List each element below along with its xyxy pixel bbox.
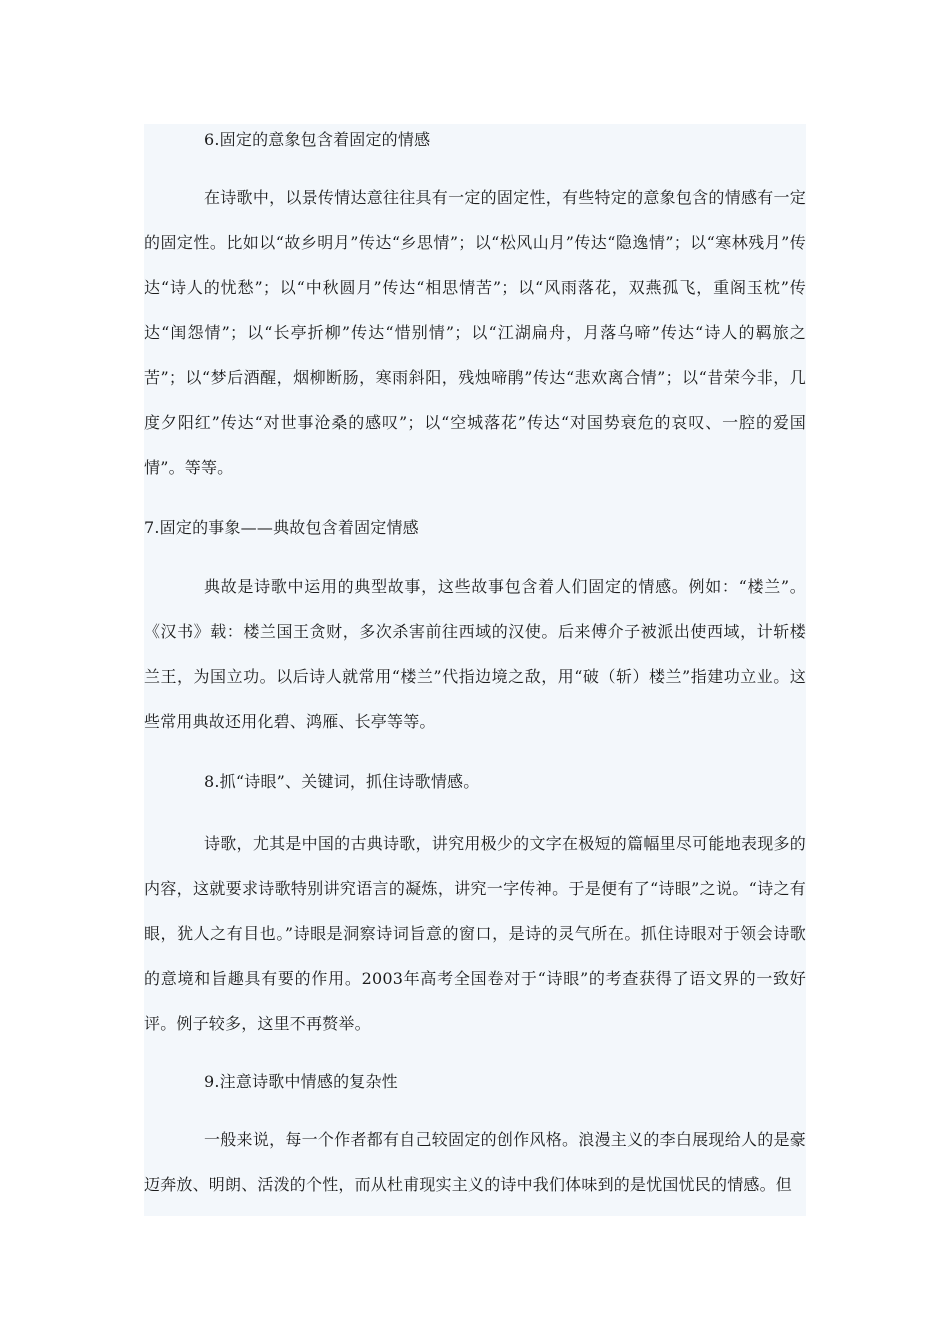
section-9-body: 一般来说，每一个作者都有自己较固定的创作风格。浪漫主义的李白展现给人的是豪迈奔放、明朗、活泼的个性，而从杜甫现实主义的诗中我们体味到的是忧国忧民的情感。但 [144, 1130, 806, 1194]
document-content [144, 124, 806, 1216]
section-8-heading: 8.抓“诗眼”、关键词，抓住诗歌情感。 [204, 772, 480, 791]
section-7-body: 典故是诗歌中运用的典型故事，这些故事包含着人们固定的情感。例如：“楼兰”。《汉书》载：楼兰国王贪财，多次杀害前往西域的汉使。后来傅介子被派出使西域，计斩楼兰王，为国立功。以后诗人就常用“楼兰”代指边境之敌，用“破（斩）楼兰”指建功立业。这些常用典故还用化碧、鸿雁、长亭等等。 [144, 577, 806, 731]
section-7-heading: 7.固定的事象——典故包含着固定情感 [144, 518, 419, 537]
section-6-heading: 6.固定的意象包含着固定的情感 [204, 130, 431, 149]
section-8-body: 诗歌，尤其是中国的古典诗歌，讲究用极少的文字在极短的篇幅里尽可能地表现多的内容，这就要求诗歌特别讲究语言的凝炼，讲究一字传神。于是便有了“诗眼”之说。“诗之有眼，犹人之有目也。”诗眼是洞察诗词旨意的窗口，是诗的灵气所在。抓住诗眼对于领会诗歌的意境和旨趣具有要的作用。2003年高考全国卷对于“诗眼”的考查获得了语文界的一致好评。例子较多，这里不再赘举。 [144, 834, 806, 1033]
section-6-body: 在诗歌中，以景传情达意往往具有一定的固定性，有些特定的意象包含的情感有一定的固定性。比如以“故乡明月”传达“乡思情”；以“松风山月”传达“隐逸情”；以“寒林残月”传达“诗人的忧愁”；以“中秋圆月”传达“相思情苦”；以“风雨落花，双燕孤飞，重阁玉枕”传达“闺怨情”；以“长亭折柳”传达“惜别情”；以“江湖扁舟，月落乌啼”传达“诗人的羁旅之苦”；以“梦后酒醒，烟柳断肠，寒雨斜阳，残烛啼鹃”传达“悲欢离合情”；以“昔荣今非，几度夕阳红”传达“对世事沧桑的感叹”；以“空城落花”传达“对国势衰危的哀叹、一腔的爱国情”。等等。 [144, 188, 806, 477]
section-9-heading: 9.注意诗歌中情感的复杂性 [204, 1072, 398, 1091]
